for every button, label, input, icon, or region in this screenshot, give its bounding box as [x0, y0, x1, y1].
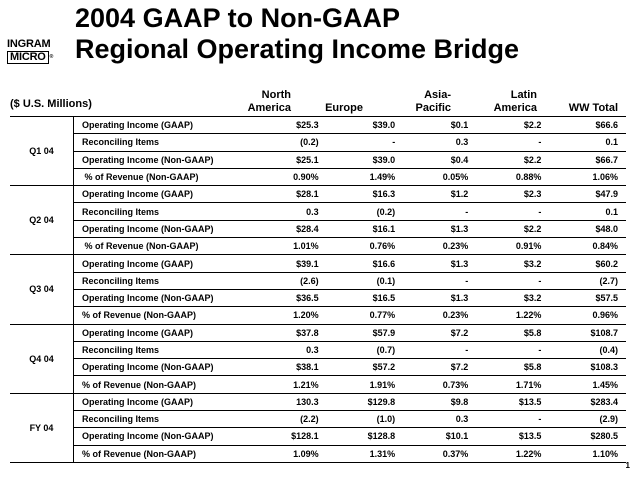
value-cell: 1.09% — [250, 445, 327, 462]
col-header-line1 — [552, 89, 618, 102]
row-label: Reconciling Items — [74, 203, 251, 220]
value-cell: $1.3 — [403, 220, 476, 237]
row-label: % of Revenue (Non-GAAP) — [74, 238, 251, 255]
value-cell: 0.3 — [403, 411, 476, 428]
registered-mark-icon: ® — [49, 54, 54, 60]
value-cell: $108.7 — [549, 324, 626, 341]
value-cell: $66.7 — [549, 151, 626, 168]
table-row — [10, 359, 626, 376]
row-label: % of Revenue (Non-GAAP) — [74, 445, 251, 462]
row-label: % of Revenue (Non-GAAP) — [74, 168, 251, 185]
ingram-micro-logo — [7, 38, 65, 66]
table-row — [10, 289, 626, 306]
value-cell: (0.2) — [250, 134, 327, 151]
value-cell: - — [327, 134, 404, 151]
value-cell: $25.1 — [250, 151, 327, 168]
title-line1: 2004 GAAP to Non-GAAP — [75, 3, 401, 33]
table-row — [10, 445, 626, 462]
value-cell: $60.2 — [549, 255, 626, 272]
value-cell: $0.4 — [403, 151, 476, 168]
value-cell: - — [476, 411, 549, 428]
col-header-line2: America — [247, 102, 291, 114]
row-label: Operating Income (GAAP) — [74, 324, 251, 341]
value-cell: 0.3 — [250, 341, 327, 358]
value-cell: (1.0) — [327, 411, 404, 428]
table-row — [10, 203, 626, 220]
table-row — [10, 134, 626, 151]
period-label: Q4 04 — [10, 324, 74, 393]
value-cell: $13.5 — [476, 428, 549, 445]
period-label: Q2 04 — [10, 186, 74, 255]
value-cell: (2.9) — [549, 411, 626, 428]
value-cell: $5.8 — [476, 359, 549, 376]
col-header-north-america — [233, 89, 291, 115]
table-row — [10, 324, 626, 341]
period-label: Q3 04 — [10, 255, 74, 324]
row-label: Operating Income (Non-GAAP) — [74, 220, 251, 237]
value-cell: 1.22% — [476, 445, 549, 462]
value-cell: (0.7) — [327, 341, 404, 358]
value-cell: 0.77% — [327, 307, 404, 324]
value-cell: 0.90% — [250, 168, 327, 185]
value-cell: $3.2 — [476, 289, 549, 306]
value-cell: - — [403, 203, 476, 220]
value-cell: $37.8 — [250, 324, 327, 341]
value-cell: $39.0 — [327, 151, 404, 168]
table-row — [10, 220, 626, 237]
value-cell: $2.2 — [476, 151, 549, 168]
value-cell: $10.1 — [403, 428, 476, 445]
value-cell: $57.2 — [327, 359, 404, 376]
value-cell: (0.2) — [327, 203, 404, 220]
value-cell: $28.1 — [250, 186, 327, 203]
value-cell: $16.6 — [327, 255, 404, 272]
value-cell: $108.3 — [549, 359, 626, 376]
col-header-asia-pacific — [393, 89, 451, 115]
value-cell: 0.1 — [549, 134, 626, 151]
value-cell: (0.4) — [549, 341, 626, 358]
value-cell: 0.05% — [403, 168, 476, 185]
value-cell: 1.22% — [476, 307, 549, 324]
table-row — [10, 341, 626, 358]
row-label: Operating Income (GAAP) — [74, 255, 251, 272]
value-cell: $57.9 — [327, 324, 404, 341]
row-label: Operating Income (Non-GAAP) — [74, 428, 251, 445]
value-cell: 1.21% — [250, 376, 327, 393]
value-cell: 0.1 — [549, 203, 626, 220]
value-cell: $36.5 — [250, 289, 327, 306]
value-cell: - — [476, 272, 549, 289]
table-row — [10, 307, 626, 324]
row-label: Operating Income (GAAP) — [74, 186, 251, 203]
value-cell: 0.3 — [250, 203, 327, 220]
value-cell: - — [476, 341, 549, 358]
table-row — [10, 255, 626, 272]
value-cell: 0.96% — [549, 307, 626, 324]
row-label: Operating Income (Non-GAAP) — [74, 289, 251, 306]
value-cell: (0.1) — [327, 272, 404, 289]
value-cell: $3.2 — [476, 255, 549, 272]
row-label: Reconciling Items — [74, 341, 251, 358]
value-cell: $25.3 — [250, 117, 327, 134]
col-header-line1: North — [261, 89, 291, 101]
table-row — [10, 411, 626, 428]
value-cell: $16.3 — [327, 186, 404, 203]
value-cell: $16.1 — [327, 220, 404, 237]
value-cell: $16.5 — [327, 289, 404, 306]
row-label: % of Revenue (Non-GAAP) — [74, 376, 251, 393]
value-cell: - — [476, 134, 549, 151]
value-cell: $1.3 — [403, 255, 476, 272]
value-cell: $39.1 — [250, 255, 327, 272]
value-cell: 1.49% — [327, 168, 404, 185]
logo-line1: INGRAM — [7, 38, 51, 50]
page-number: 1 — [625, 461, 630, 470]
value-cell: $57.5 — [549, 289, 626, 306]
value-cell: $2.2 — [476, 117, 549, 134]
value-cell: $9.8 — [403, 393, 476, 410]
value-cell: $129.8 — [327, 393, 404, 410]
table-row — [10, 151, 626, 168]
value-cell: (2.7) — [549, 272, 626, 289]
table-row — [10, 428, 626, 445]
title-line2: Regional Operating Income Bridge — [75, 34, 520, 64]
bridge-table — [10, 117, 626, 463]
col-header-line2: America — [493, 102, 537, 114]
units-label: ($ U.S. Millions) — [10, 98, 92, 110]
value-cell: $5.8 — [476, 324, 549, 341]
row-label: Operating Income (Non-GAAP) — [74, 151, 251, 168]
col-header-line2: WW Total — [568, 102, 618, 114]
table-row — [10, 376, 626, 393]
row-label: Reconciling Items — [74, 272, 251, 289]
value-cell: 0.37% — [403, 445, 476, 462]
value-cell: $0.1 — [403, 117, 476, 134]
value-cell: 0.3 — [403, 134, 476, 151]
row-label: Operating Income (GAAP) — [74, 117, 251, 134]
table-row — [10, 186, 626, 203]
row-label: % of Revenue (Non-GAAP) — [74, 307, 251, 324]
table-row — [10, 117, 626, 134]
value-cell: $13.5 — [476, 393, 549, 410]
value-cell: $1.2 — [403, 186, 476, 203]
value-cell: $1.3 — [403, 289, 476, 306]
value-cell: 1.91% — [327, 376, 404, 393]
value-cell: 1.06% — [549, 168, 626, 185]
period-label: FY 04 — [10, 393, 74, 462]
value-cell: 1.31% — [327, 445, 404, 462]
value-cell: $28.4 — [250, 220, 327, 237]
value-cell: $283.4 — [549, 393, 626, 410]
value-cell: $38.1 — [250, 359, 327, 376]
value-cell: 1.20% — [250, 307, 327, 324]
col-header-line1: Latin — [510, 89, 537, 101]
table-row — [10, 272, 626, 289]
value-cell: - — [403, 272, 476, 289]
logo-line2: MICRO — [7, 51, 49, 64]
value-cell: $128.8 — [327, 428, 404, 445]
value-cell: $128.1 — [250, 428, 327, 445]
row-label: Reconciling Items — [74, 134, 251, 151]
table-row — [10, 238, 626, 255]
value-cell: - — [476, 203, 549, 220]
value-cell: 1.01% — [250, 238, 327, 255]
value-cell: $66.6 — [549, 117, 626, 134]
row-label: Reconciling Items — [74, 411, 251, 428]
slide-title — [75, 3, 635, 65]
value-cell: $48.0 — [549, 220, 626, 237]
row-label: Operating Income (GAAP) — [74, 393, 251, 410]
value-cell: 0.91% — [476, 238, 549, 255]
table-row — [10, 393, 626, 410]
value-cell: $280.5 — [549, 428, 626, 445]
col-header-europe — [305, 89, 363, 115]
value-cell: (2.2) — [250, 411, 327, 428]
col-header-ww-total — [552, 89, 618, 115]
value-cell: 1.10% — [549, 445, 626, 462]
value-cell: $47.9 — [549, 186, 626, 203]
row-label: Operating Income (Non-GAAP) — [74, 359, 251, 376]
col-header-line2: Pacific — [415, 102, 451, 114]
col-header-line2: Europe — [325, 102, 363, 114]
value-cell: 1.71% — [476, 376, 549, 393]
table-row — [10, 168, 626, 185]
value-cell: $7.2 — [403, 359, 476, 376]
period-label: Q1 04 — [10, 117, 74, 186]
value-cell: 0.76% — [327, 238, 404, 255]
value-cell: (2.6) — [250, 272, 327, 289]
value-cell: $2.3 — [476, 186, 549, 203]
value-cell: 0.84% — [549, 238, 626, 255]
value-cell: - — [403, 341, 476, 358]
col-header-line1: Asia- — [424, 89, 451, 101]
value-cell: 0.23% — [403, 307, 476, 324]
value-cell: $7.2 — [403, 324, 476, 341]
col-header-latin-america — [479, 89, 537, 115]
value-cell: 0.88% — [476, 168, 549, 185]
value-cell: 1.45% — [549, 376, 626, 393]
value-cell: 0.23% — [403, 238, 476, 255]
value-cell: $2.2 — [476, 220, 549, 237]
value-cell: $39.0 — [327, 117, 404, 134]
value-cell: 0.73% — [403, 376, 476, 393]
col-header-line1 — [305, 89, 363, 102]
value-cell: 130.3 — [250, 393, 327, 410]
